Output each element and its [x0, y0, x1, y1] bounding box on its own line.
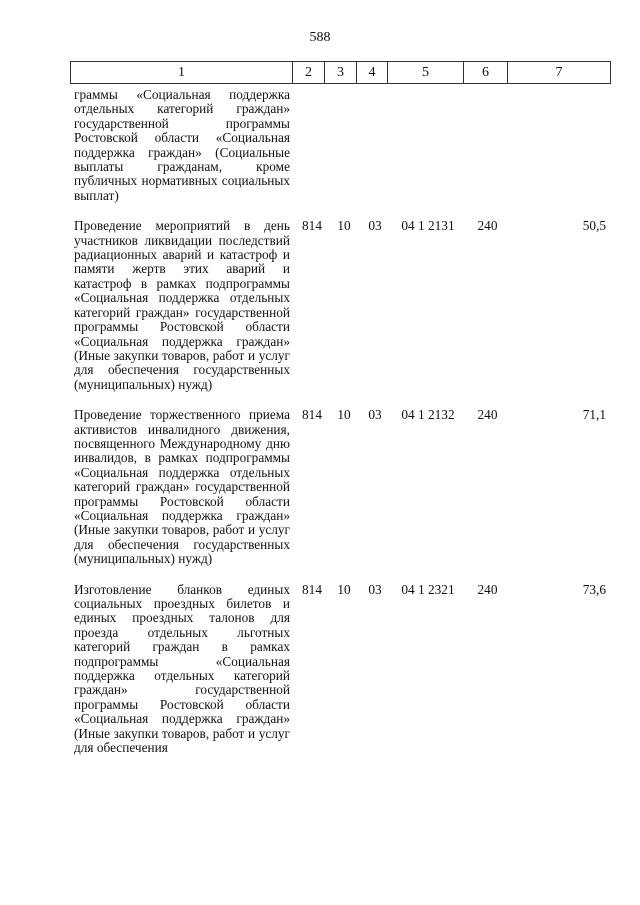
row-code-3: 10	[337, 407, 351, 423]
row-amount: 50,5	[582, 218, 606, 234]
row-code-6: 240	[477, 581, 498, 597]
row-code-5: 04 1 2321	[401, 581, 455, 597]
column-header-row	[71, 62, 611, 84]
row-description: граммы «Социальная поддержка отдельных категорий граждан» государственной программы Ростовской области «Социальная поддержка граждан» (Социальные выплаты гражданам, кроме публичных нормативных социальных выплат)	[74, 87, 290, 203]
column-header-4: 4	[357, 62, 388, 84]
row-code-5: 04 1 2131	[401, 218, 455, 234]
column-header-1: 1	[71, 62, 293, 84]
row-description: Изготовление бланков единых социальных проездных билетов и единых проездных талонов для проезда отдельных льготных категорий граждан в рамках подпрограммы «Социальная поддержка отдельных категорий граждан» государственной программы Ростовской области «Социальная поддержка граждан» (Иные закупки товаров, работ и услуг для обеспечения	[74, 581, 290, 756]
row-code-4: 03	[368, 407, 382, 423]
table-row	[70, 88, 611, 203]
row-code-4: 03	[368, 218, 382, 234]
row-code-2: 814	[302, 581, 322, 597]
row-code-6: 240	[477, 218, 498, 234]
row-code-5: 04 1 2132	[401, 407, 455, 423]
row-code-2: 814	[302, 218, 322, 234]
column-header-5: 5	[388, 62, 464, 84]
row-description: Проведение мероприятий в день участников ликвидации последствий радиационных аварий и катастроф и памяти жертв этих аварий и катастроф в рамках подпрограммы «Социальная поддержка отдельных категорий граждан» государственной программы Ростовской области «Социальная поддержка граждан» (Иные закупки товаров, работ и услуг для обеспечения государственных (муниципальных) нужд)	[74, 218, 290, 392]
table-row	[70, 408, 611, 566]
column-header-3: 3	[325, 62, 357, 84]
column-header-6: 6	[464, 62, 508, 84]
row-amount: 73,6	[582, 581, 606, 597]
row-code-4: 03	[368, 581, 382, 597]
table-row	[70, 583, 611, 756]
row-description: Проведение торжественного приема активистов инвалидного движения, посвященного Международному дню инвалидов, в рамках подпрограммы «Социальная поддержка отдельных категорий граждан» государственной программы Ростовской области «Социальная поддержка граждан» (Иные закупки товаров, работ и услуг для обеспечения государственных (муниципальных) нужд)	[74, 407, 290, 567]
column-header-table	[70, 61, 611, 84]
row-code-3: 10	[337, 218, 351, 234]
page-number: 588	[309, 30, 331, 45]
row-code-3: 10	[337, 581, 351, 597]
row-code-6: 240	[477, 407, 498, 423]
row-amount: 71,1	[582, 407, 606, 423]
table-body	[70, 88, 611, 771]
column-header-2: 2	[293, 62, 325, 84]
table-row	[70, 219, 611, 392]
column-header-7: 7	[508, 62, 611, 84]
row-code-2: 814	[302, 407, 322, 423]
